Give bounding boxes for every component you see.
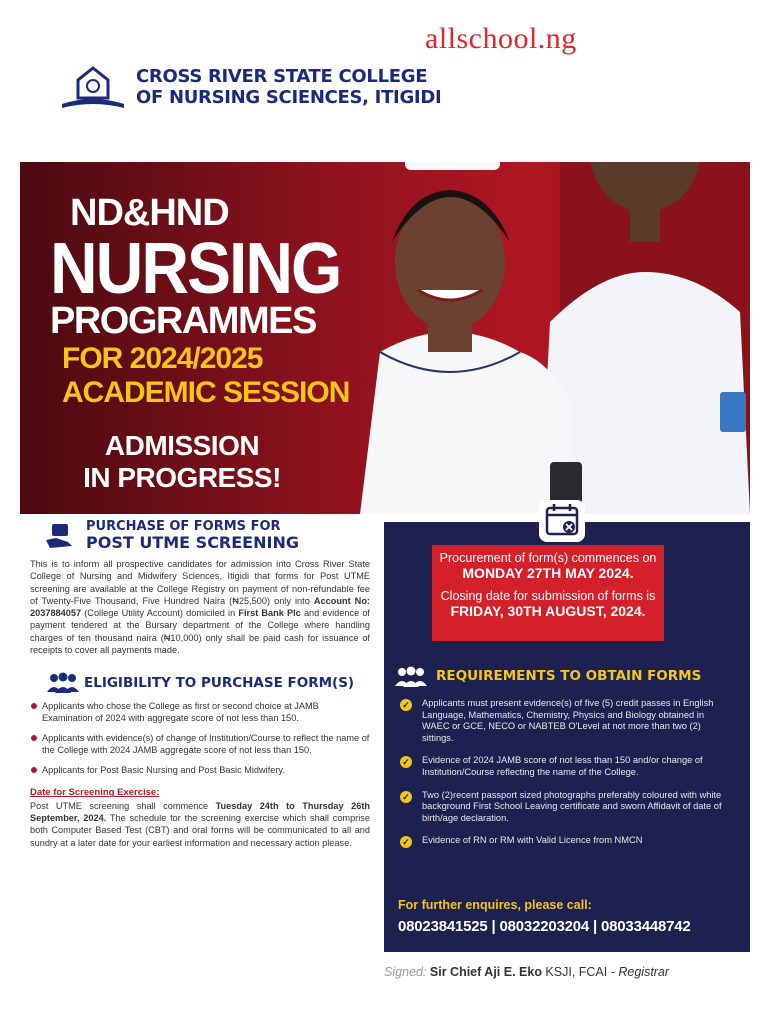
purchase-text-a: This is to inform all prospective candidates for admission into Cross River State College of Nursing and Midwifery Sciences, Itigidi that forms for Post UTME screening are available at the College Registry on payment of non-refundable fee of Twenty-Five Thousand, Five Hundred Naira (₦25,500) only into <box>30 559 370 606</box>
banner-nd-hnd: ND&HND <box>70 192 229 234</box>
screening-text-b: The schedule for the screening exercise which shall comprise both Computer Based Test (CBT) and oral forms will be communicated to all and sundry at a later date for your earliest information and necessary action please. <box>30 812 370 848</box>
eligibility-header <box>30 672 370 694</box>
eligibility-title: ELIGIBILITY TO PURCHASE FORM(S) <box>84 675 355 692</box>
calendar-icon <box>539 500 585 542</box>
closing-date-label: Closing date for submission of forms is <box>440 589 656 603</box>
eligibility-list <box>30 700 370 776</box>
banner-programmes: PROGRAMMES <box>50 300 316 342</box>
procurement-start-label: Procurement of form(s) commences on <box>439 551 657 565</box>
list-item: Applicants with evidence(s) of change of Institution/Course to reflect the name of the College with 2024 JAMB aggregate score of not less than 150. <box>30 732 370 756</box>
procurement-box <box>432 545 664 641</box>
screening-info <box>30 786 370 848</box>
group-icon <box>46 672 80 694</box>
purchase-header <box>30 520 370 552</box>
check-icon: ✓ <box>400 756 412 768</box>
list-item: ✓ Evidence of 2024 JAMB score of not less than 150 and/or change of Institution/Course reflecting the name of the College. <box>398 755 732 778</box>
signatory-name: Sir Chief Aji E. Eko <box>429 965 542 979</box>
purchase-body <box>30 558 370 656</box>
requirements-list <box>398 698 732 858</box>
list-item: Applicants who chose the College as first or second choice at JAMB Examination of 2024 with aggregate score of not less than 150. <box>30 700 370 724</box>
closing-date: FRIDAY, 30TH AUGUST, 2024. <box>450 603 646 619</box>
list-item: ✓ Applicants must present evidence(s) of five (5) credit passes in English Language, Mathematics, Chemistry, Physics and Biology obtained in WAEC or GCE, NECO or NABTEB O'Level at not more than two (2) sittings. <box>398 698 732 744</box>
admission-line2: IN PROGRESS! <box>83 462 281 493</box>
signatory-role: Registrar <box>618 965 670 979</box>
banner-session-year: FOR 2024/2025 <box>62 342 263 375</box>
screening-text-a: Post UTME screening shall commence <box>30 800 216 811</box>
signed-label: Signed: <box>384 965 427 979</box>
screening-dates: Tuesday 24th to Thursday 26th September, 2024. <box>30 800 371 823</box>
nurses-photo <box>300 162 750 514</box>
hand-money-icon <box>44 522 74 550</box>
purchase-text-c: and evidence of payment tendered at the Bursary department of the College where handling charges of ten thousand naira (₦10,000) only shall be paid cash for issuance of receipts to cover all payments made. <box>30 608 370 656</box>
check-icon: ✓ <box>400 699 412 711</box>
requirements-title: REQUIREMENTS TO OBTAIN FORMS <box>436 668 702 684</box>
college-name-line2: OF NURSING SCIENCES, ITIGIDI <box>136 87 442 108</box>
check-icon: ✓ <box>400 791 412 803</box>
procurement-start-date: MONDAY 27TH MAY 2024. <box>462 565 634 581</box>
admission-line1: ADMISSION <box>104 430 260 461</box>
signature-line <box>384 965 669 979</box>
bank-name: First Bank Plc <box>238 608 301 619</box>
watermark-text: allschool.ng <box>425 22 577 55</box>
hero-banner <box>20 162 750 514</box>
group-icon <box>394 666 428 688</box>
check-icon: ✓ <box>400 836 412 848</box>
college-name <box>136 66 441 108</box>
admission-status <box>82 430 282 494</box>
list-item: ✓ Two (2)recent passport sized photographs preferably coloured with white background First School Leaving certificate and sworn Affidavit of date of birth/age declaration. <box>398 790 732 825</box>
account-number: Account No: 2037884057 <box>30 595 370 619</box>
enquiries-label: For further enquires, please call: <box>398 898 592 912</box>
purchase-text-b: (College Utility Account) domiciled in <box>81 608 239 619</box>
banner-academic-session: ACADEMIC SESSION <box>62 376 350 409</box>
purchase-title-line1: PURCHASE OF FORMS FOR <box>86 519 281 534</box>
college-name-line1: CROSS RIVER STATE COLLEGE <box>136 66 428 87</box>
phone-numbers: 08023841525 | 08032203204 | 08033448742 <box>398 918 691 935</box>
college-logo <box>58 64 128 114</box>
list-item: Applicants for Post Basic Nursing and Post Basic Midwifery. <box>30 764 370 776</box>
purchase-title-line2: POST UTME SCREENING <box>86 533 299 552</box>
banner-nursing: NURSING <box>50 227 341 309</box>
signatory-titles: KSJI, FCAI - <box>541 965 619 979</box>
screening-label: Date for Screening Exercise: <box>30 787 160 799</box>
left-column <box>30 520 370 849</box>
list-item: ✓ Evidence of RN or RM with Valid Licence from NMCN <box>398 835 732 847</box>
